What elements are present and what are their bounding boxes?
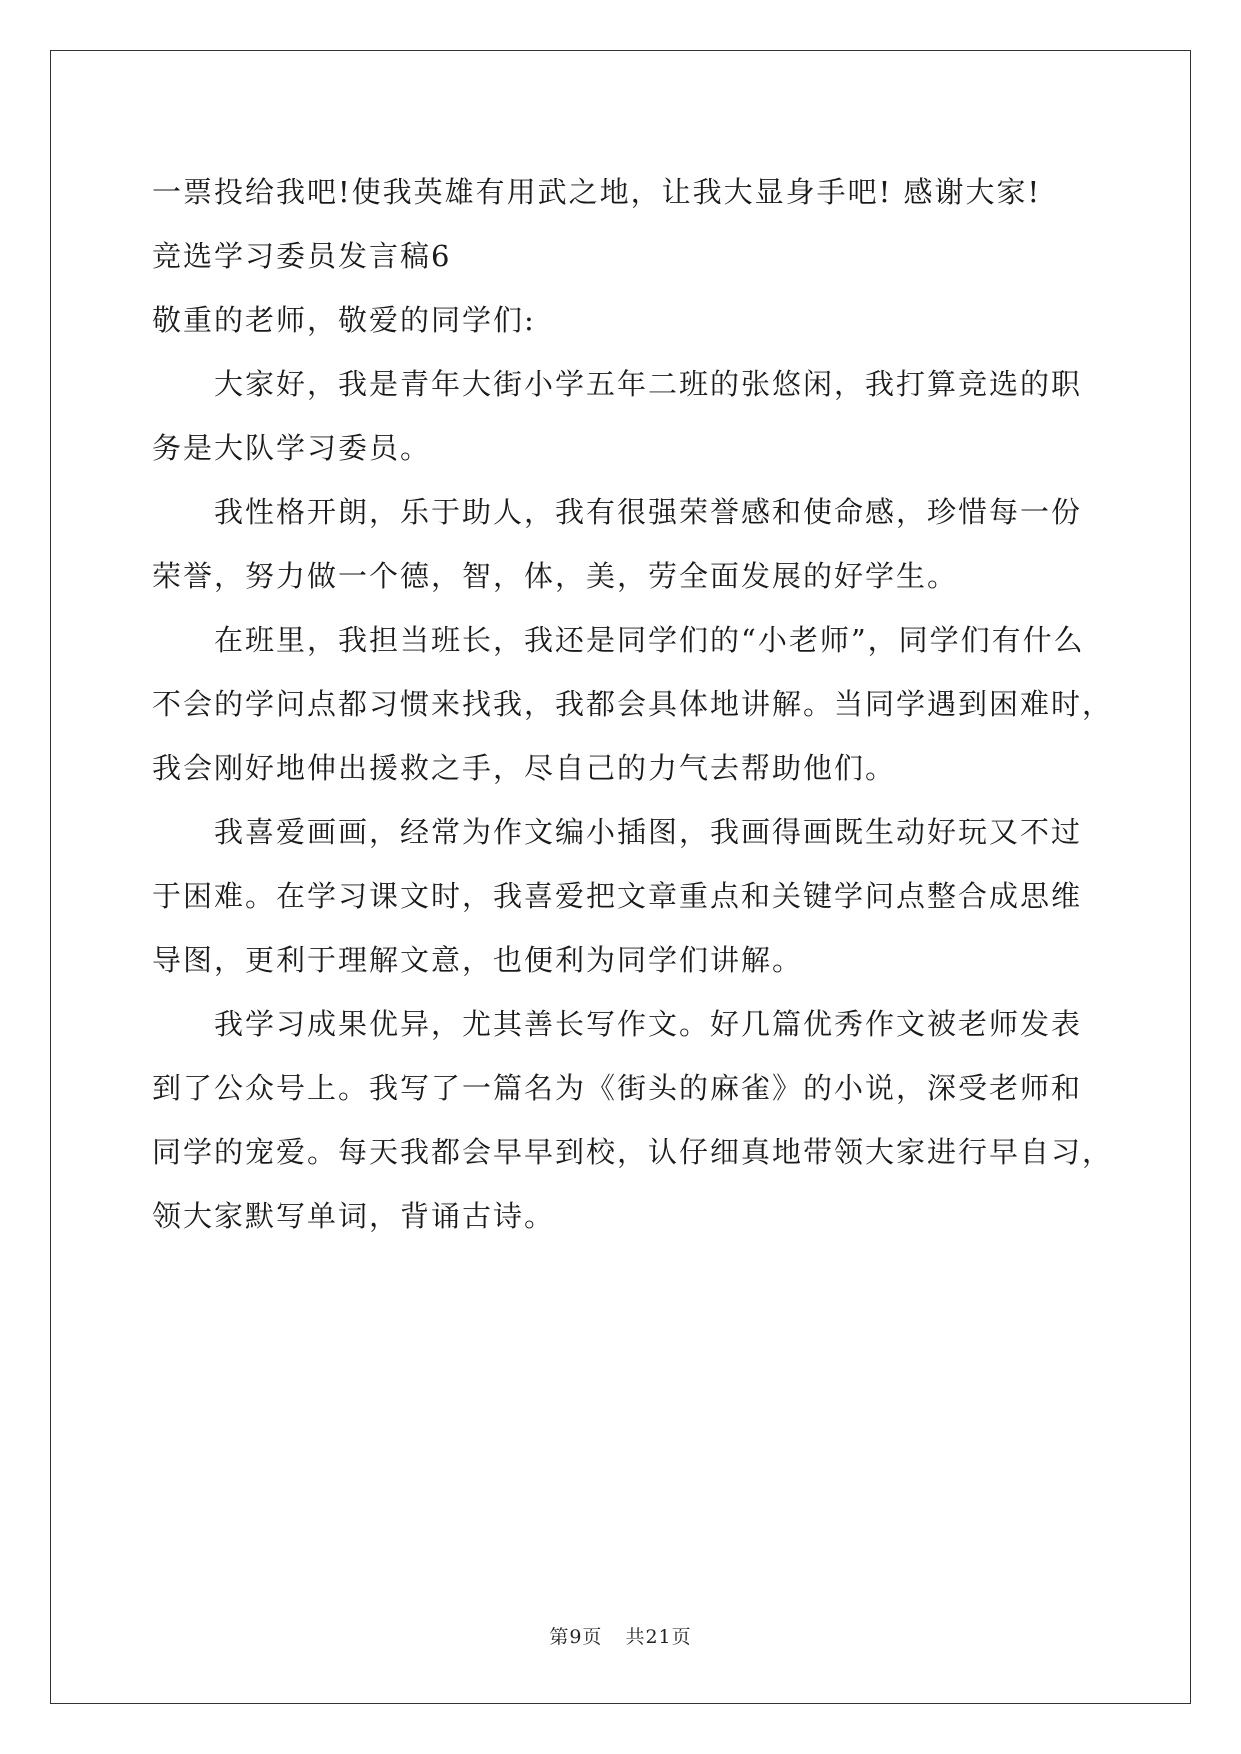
text-line: 一票投给我吧!使我英雄有用武之地，让我大显身手吧! 感谢大家! [152, 175, 1042, 209]
salutation: 敬重的老师，敬爱的同学们: [152, 303, 536, 337]
text-line: 我性格开朗，乐于助人，我有很强荣誉感和使命感，珍惜每一份 [214, 495, 1083, 529]
text-line: 务是大队学习委员。 [152, 431, 432, 465]
text-line: 我会刚好地伸出援救之手，尽自己的力气去帮助他们。 [152, 751, 897, 785]
text-line: 我学习成果优异，尤其善长写作文。好几篇优秀作文被老师发表 [214, 1007, 1083, 1041]
page-total: 共21页 [625, 1626, 692, 1648]
text-line: 在班里，我担当班长，我还是同学们的“小老师”，同学们有什么 [214, 623, 1085, 657]
text-line: 荣誉，努力做一个德，智，体，美，劳全面发展的好学生。 [152, 559, 959, 593]
page-footer [0, 1622, 1241, 1649]
section-heading: 竞选学习委员发言稿6 [152, 239, 452, 273]
text-line: 我喜爱画画，经常为作文编小插图，我画得画既生动好玩又不过 [214, 815, 1083, 849]
text-line: 到了公众号上。我写了一篇名为《街头的麻雀》的小说，深受老师和 [152, 1071, 1083, 1105]
text-line: 于困难。在学习课文时，我喜爱把文章重点和关键学问点整合成思维 [152, 879, 1083, 913]
text-line: 领大家默写单词，背诵古诗。 [152, 1199, 556, 1233]
text-line: 导图，更利于理解文意，也便利为同学们讲解。 [152, 943, 804, 977]
document-body [152, 160, 1114, 1248]
text-line: 不会的学问点都习惯来找我，我都会具体地讲解。当同学遇到困难时， [152, 687, 1114, 721]
text-line: 大家好，我是青年大街小学五年二班的张悠闲，我打算竞选的职 [214, 367, 1083, 401]
text-line: 同学的宠爱。每天我都会早早到校，认仔细真地带领大家进行早自习， [152, 1135, 1114, 1169]
page-number: 第9页 [549, 1626, 603, 1648]
